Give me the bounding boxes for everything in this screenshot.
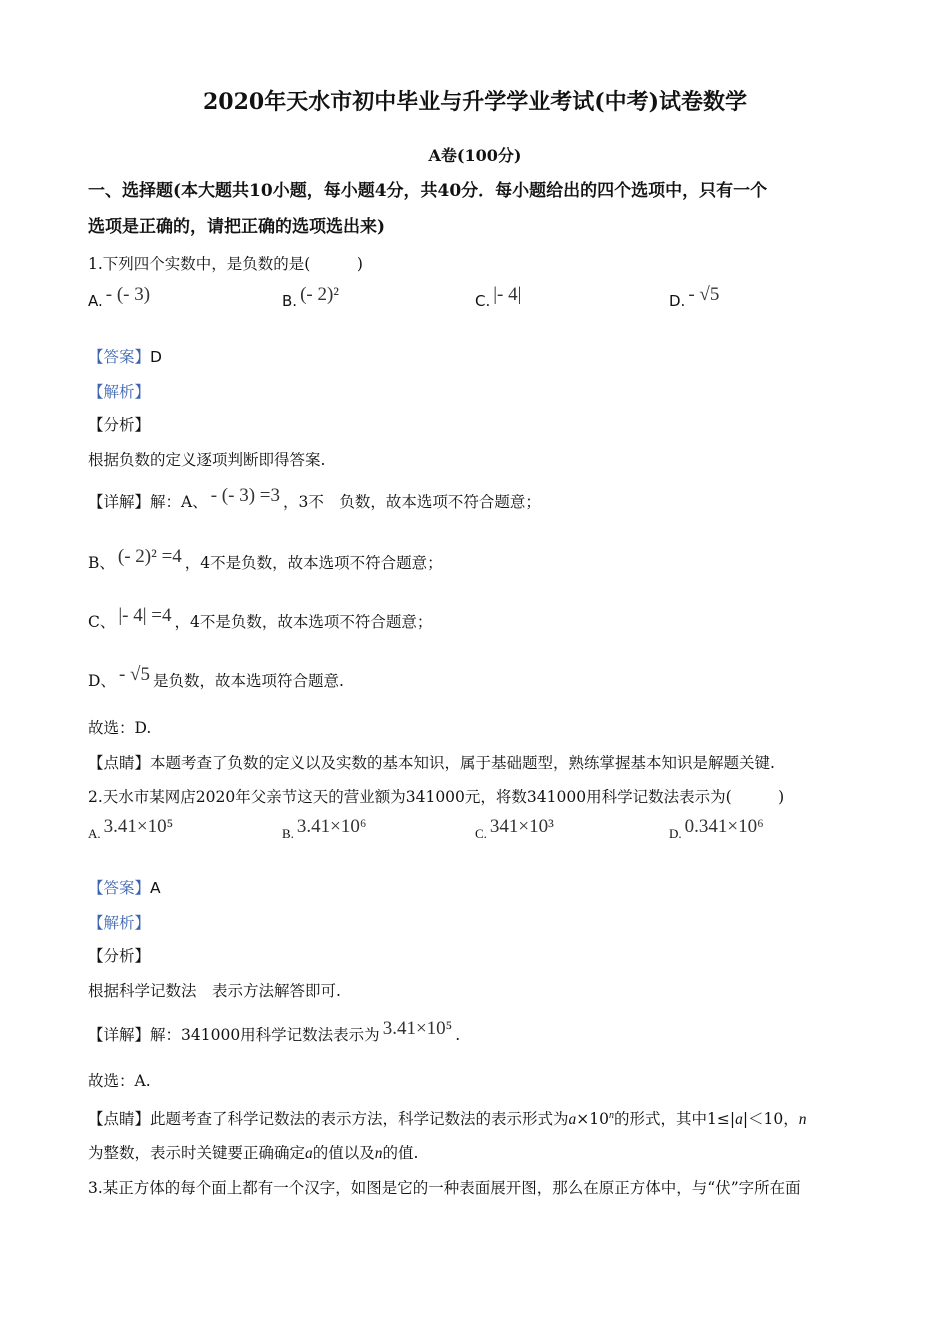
section-heading-line2: 选项是正确的，请把正确的选项选出来) <box>88 217 386 237</box>
q1-comment-tag: 【点睛】 <box>88 754 151 772</box>
q2-comment-line2 <box>88 1143 418 1164</box>
q2-option-a <box>88 816 176 844</box>
q3-stem: 3.某正方体的每个面上都有一个汉字，如图是它的一种表面展开图，那么在原正方体中，与“伏”字所在面 <box>88 1179 801 1197</box>
q2-option-a-expr: 3.41×10⁵ <box>103 816 174 837</box>
q1-option-b-expr: (- 2)² <box>300 284 339 305</box>
q2-comment-var-n: n <box>798 1111 807 1129</box>
q1-detail-d-expr: - √5 <box>118 664 150 685</box>
q2-option-c-expr: 341×10³ <box>489 816 554 837</box>
q2-detail <box>88 1018 461 1045</box>
q1-answer-tag: 【答案】 <box>88 348 151 366</box>
q1-answer-value: D <box>150 348 162 366</box>
q1-detail-d-post: 是负数，故本选项符合题意. <box>152 672 344 690</box>
q2-comment-line1 <box>88 1106 807 1130</box>
q1-detail-a-expr: - (- 3) =3 <box>210 485 280 506</box>
q1-detail-c <box>88 605 433 632</box>
q1-option-a <box>88 284 153 312</box>
q2-comment-tag: 【点睛】 <box>88 1110 151 1129</box>
q1-detail-b <box>88 546 443 573</box>
q1-option-d <box>669 284 722 312</box>
q2-analysis-tag: 【解析】 <box>88 914 151 932</box>
q1-detail-b-pre: B、 <box>88 554 115 572</box>
q2-detail-expr: 3.41×10⁵ <box>382 1018 453 1039</box>
section-subtitle: A卷(100分) <box>428 146 522 165</box>
q2-stem: 2.天水市某网店2020年父亲节这天的营业额为341000元，将数341000用科学记数法表示为( ) <box>88 788 785 806</box>
q1-detail-d <box>88 664 344 691</box>
q2-comment-var-a2: a <box>735 1111 743 1129</box>
q2-answer-value: A <box>150 879 161 897</box>
q1-detail-tag: 【详解】 <box>88 493 151 511</box>
q1-choice: 故选：D. <box>88 719 152 737</box>
q2-comment-line2-part3: 的值. <box>382 1144 419 1162</box>
q1-option-c-expr: |- 4| <box>493 284 522 305</box>
q1-option-a-expr: - (- 3) <box>105 284 151 305</box>
q2-option-c-label: C. <box>475 826 487 841</box>
q2-comment-part2: ×10 <box>576 1110 609 1129</box>
q2-answer <box>88 878 161 898</box>
q1-answer <box>88 347 162 367</box>
q2-detail-pre: 解：341000用科学记数法表示为 <box>150 1026 380 1044</box>
q1-detail-c-pre: C、 <box>88 613 116 631</box>
q2-comment-sup-n: n <box>609 1110 614 1121</box>
q2-answer-tag: 【答案】 <box>88 879 151 897</box>
q2-option-c <box>475 816 557 844</box>
q2-comment-line2-part1: 为整数，表示时关键要正确确定 <box>88 1144 306 1162</box>
q1-option-b <box>282 284 342 312</box>
q2-detail-post: . <box>455 1026 461 1044</box>
q1-detail-b-expr: (- 2)² =4 <box>117 546 182 567</box>
q2-comment-line2-var-n: n <box>374 1145 383 1162</box>
q2-comment-part4: |＜10， <box>742 1110 799 1129</box>
q1-option-a-label: A. <box>88 292 103 310</box>
section-heading-line1: 一、选择题(本大题共10小题，每小题4分，共40分．每小题给出的四个选项中，只有一个 <box>88 181 768 201</box>
q2-comment-var-a: a <box>568 1111 577 1129</box>
q1-detail-d-pre: D、 <box>88 672 116 690</box>
q1-detail-a <box>88 485 541 512</box>
q2-comment-part3: 的形式，其中1≤| <box>614 1110 736 1129</box>
q1-fenxi-tag: 【分析】 <box>88 416 151 434</box>
q2-fenxi-text: 根据科学记数法 表示方法解答即可. <box>88 982 341 1000</box>
q1-detail-a-post: ，3不 负数，故本选项不符合题意； <box>283 493 541 511</box>
q2-detail-tag: 【详解】 <box>88 1026 151 1044</box>
q1-analysis-tag: 【解析】 <box>88 383 151 401</box>
q1-fenxi-text: 根据负数的定义逐项判断即得答案. <box>88 451 326 469</box>
page-title: 2020年天水市初中毕业与升学学业考试(中考)试卷数学 <box>202 89 748 115</box>
q2-option-b <box>282 816 370 844</box>
q2-fenxi-tag: 【分析】 <box>88 947 151 965</box>
q2-comment-part1: 此题考查了科学记数法的表示方法，科学记数法的表示形式为 <box>150 1110 569 1129</box>
q2-option-d-expr: 0.341×10⁶ <box>684 816 764 837</box>
q1-detail-c-post: ，4不是负数，故本选项不符合题意； <box>174 613 433 631</box>
q1-option-c <box>475 284 524 312</box>
q1-comment <box>88 753 775 773</box>
q2-option-b-expr: 3.41×10⁶ <box>296 816 367 837</box>
q1-detail-b-post: ，4不是负数，故本选项不符合题意； <box>184 554 443 572</box>
q2-comment-line2-var-a: a <box>305 1145 313 1162</box>
q2-option-d <box>669 816 767 844</box>
q2-choice: 故选：A. <box>88 1072 151 1090</box>
q1-option-b-label: B. <box>282 292 298 310</box>
q2-option-d-label: D. <box>669 826 682 841</box>
q1-option-c-label: C. <box>475 292 491 310</box>
q1-detail-a-pre: 解：A、 <box>150 493 208 511</box>
q1-comment-text: 本题考查了负数的定义以及实数的基本知识，属于基础题型，熟练掌握基本知识是解题关键. <box>150 754 775 772</box>
q2-option-b-label: B. <box>282 826 294 841</box>
q1-option-d-label: D. <box>669 292 686 310</box>
q1-detail-c-expr: |- 4| =4 <box>118 605 172 626</box>
q1-option-d-expr: - √5 <box>688 284 720 305</box>
q2-comment-line2-part2: 的值以及 <box>312 1144 375 1162</box>
q2-option-a-label: A. <box>88 826 101 841</box>
q1-stem: 1.下列四个实数中，是负数的是( ) <box>88 255 363 273</box>
